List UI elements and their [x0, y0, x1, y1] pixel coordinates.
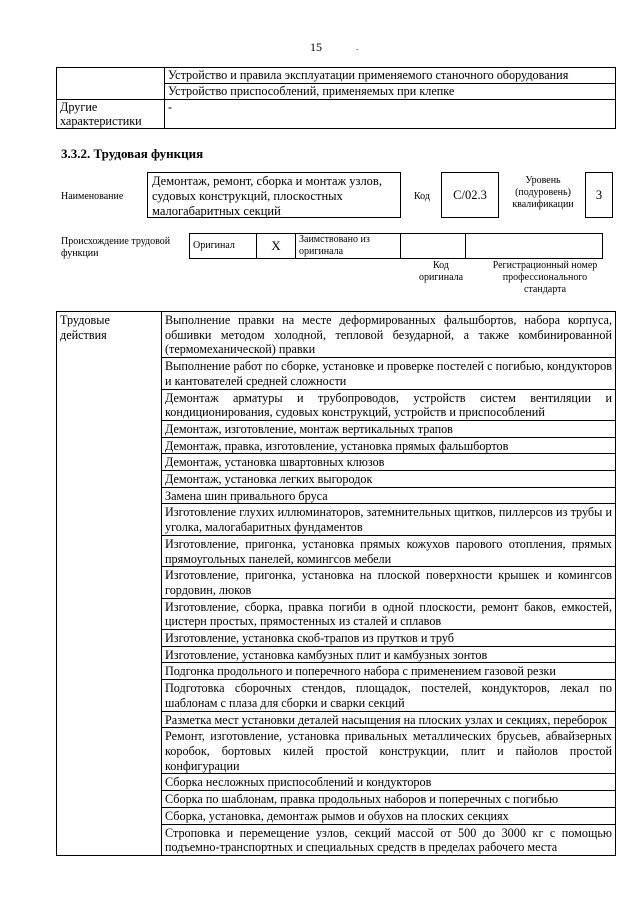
code-original-cell [401, 234, 466, 259]
labor-action: Изготовление, установка скоб-трапов из прутков и труб [162, 630, 616, 647]
labor-action: Изготовление, пригонка, установка прямых кожухов парового отопления, прямых прямоугольных панелей, комингсов мебели [162, 535, 616, 566]
section-title: 3.3.2. Трудовая функция [61, 146, 204, 161]
labor-action: Замена шин привального бруса [162, 487, 616, 504]
labor-action: Демонтаж, изготовление, монтаж вертикальных трапов [162, 420, 616, 437]
code-original-label: Код оригинала [418, 260, 464, 283]
labor-action: Изготовление, сборка, правка погиби в одной плоскости, ремонт баков, емкостей, цистерн простых, прямостенных из сталей и сплавов [162, 598, 616, 629]
table-row [57, 68, 616, 84]
other-characteristics-label: Другие характеристики [57, 100, 165, 129]
labor-action: Сборка несложных приспособлений и кондукторов [162, 774, 616, 791]
page-mark: . [356, 42, 359, 52]
reg-number-cell [466, 234, 603, 259]
level-label: Уровень (подуровень) квалификации [512, 175, 574, 210]
code-label: Код [414, 191, 430, 202]
labor-action: Строповка и перемещение узлов, секций массой от 500 до 3000 кг с помощью подъемно-транспортных и специальных средств в пределах рабочего места [162, 824, 616, 855]
labor-action: Разметка мест установки деталей насыщения на плоских узлах и секциях, переборок [162, 711, 616, 728]
table-row [57, 312, 616, 358]
knowledge-item: Устройство и правила эксплуатации применяемого станочного оборудования [165, 68, 616, 84]
table-row [190, 234, 603, 259]
labor-action: Демонтаж, установка легких выгородок [162, 471, 616, 488]
other-characteristics-value: - [165, 100, 616, 129]
level-value: 3 [585, 172, 613, 218]
origin-table [189, 233, 603, 259]
borrowed-label: Заимствовано из оригинала [296, 234, 401, 259]
labor-action: Изготовление, пригонка, установка на плоской поверхности крышек и комингсов гордовин, люков [162, 567, 616, 598]
labor-action: Изготовление глухих иллюминаторов, затемнительных щитков, пиллерсов из трубы и уголка, малогабаритных фундаментов [162, 504, 616, 535]
labor-actions-label: Трудовые действия [57, 312, 162, 856]
knowledge-table [56, 67, 616, 129]
table-row [57, 100, 616, 129]
original-label: Оригинал [190, 234, 257, 259]
labor-action: Изготовление, установка камбузных плит и камбузных зонтов [162, 646, 616, 663]
function-code-value: С/02.3 [441, 172, 499, 218]
labor-action: Сборка по шаблонам, правка продольных наборов и поперечных с погибью [162, 791, 616, 808]
labor-action: Демонтаж, установка швартовных клюзов [162, 454, 616, 471]
page-number: 15 [310, 40, 322, 54]
labor-action: Выполнение работ по сборке, установке и проверке постелей с погибью, кондукторов и кантователей средней сложности [162, 358, 616, 389]
labor-action: Ремонт, изготовление, установка привальных металлических брусьев, абвайзерных коробок, бортовых килей простой конструкции, плит и пайолов простой конфигурации [162, 728, 616, 774]
labor-action: Сборка, установка, демонтаж рымов и обухов на плоских секциях [162, 807, 616, 824]
labor-action: Демонтаж арматуры и трубопроводов, устройств систем вентиляции и кондиционирования, судовых конструкций, устройств и приспособлений [162, 389, 616, 420]
function-name-value: Демонтаж, ремонт, сборка и монтаж узлов, судовых конструкций, плоскостных малогабаритных секций [147, 172, 401, 218]
reg-number-label: Регистрационный номер профессионального стандарта [492, 260, 598, 295]
name-label: Наименование [61, 191, 124, 202]
origin-label: Происхождение трудовой функции [61, 236, 171, 259]
labor-actions-table [56, 311, 616, 856]
knowledge-item: Устройство приспособлений, применяемых при клепке [165, 84, 616, 100]
original-mark: X [257, 234, 296, 259]
labor-action: Подготовка сборочных стендов, площадок, постелей, кондукторов, лекал по шаблонам с плаза для сборки и сварки секций [162, 680, 616, 711]
labor-action: Демонтаж, правка, изготовление, установка прямых фальшбортов [162, 437, 616, 454]
labor-action: Подгонка продольного и поперечного набора с применением газовой резки [162, 663, 616, 680]
empty-label-cell [57, 68, 165, 100]
labor-action: Выполнение правки на месте деформированных фальшбортов, набора корпуса, обшивки методом холодной, тепловой безударной, а также комбинированной (термомеханической) правки [162, 312, 616, 358]
